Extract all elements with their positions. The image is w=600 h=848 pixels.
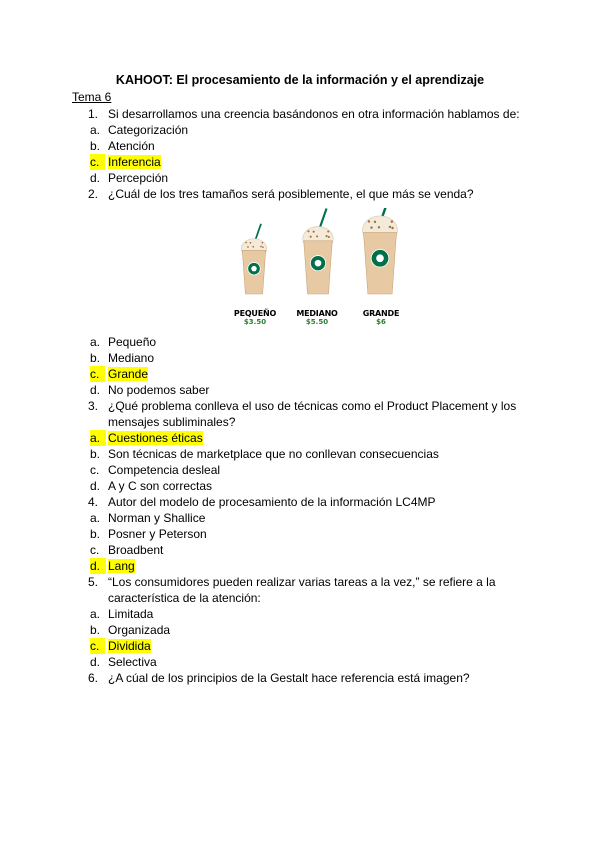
answer-option <box>72 462 532 478</box>
question-list <box>72 106 532 686</box>
answer-option <box>72 382 532 398</box>
option-letter: a. <box>90 123 101 137</box>
cup-size-name: GRANDE <box>362 309 400 318</box>
option-letter: a. <box>90 511 101 525</box>
option-letter: c. <box>90 543 100 557</box>
cup-size-price: $5.50 <box>305 318 329 326</box>
question-number: 4. <box>88 495 99 509</box>
option-text: Pequeño <box>108 335 157 349</box>
cup-size-name: MEDIANO <box>296 309 338 318</box>
option-text: Percepción <box>108 171 169 185</box>
option-letter: d. <box>90 655 101 669</box>
option-text: Posner y Peterson <box>108 527 207 541</box>
option-letter: d. <box>90 479 101 493</box>
option-letter: b. <box>90 139 101 153</box>
option-letter: d. <box>90 171 101 185</box>
answer-option <box>72 446 532 462</box>
frappuccino-cup-icon <box>303 209 334 295</box>
option-letter: c. <box>90 366 105 382</box>
option-letter: c. <box>90 463 100 477</box>
option-letter: b. <box>90 447 101 461</box>
cup-size-label <box>356 309 406 326</box>
answer-option <box>72 638 532 654</box>
option-letter: a. <box>90 607 101 621</box>
question-number: 2. <box>88 187 99 201</box>
option-text: Broadbent <box>108 543 164 557</box>
cup-size-label <box>230 309 280 326</box>
cup-size-name: PEQUEÑO <box>233 309 277 318</box>
frappuccino-cup-icon <box>241 224 266 294</box>
option-text: A y C son correctas <box>108 479 213 493</box>
question-text: “Los consumidores pueden realizar varias tareas a la vez,” se refiere a la característica de la atención: <box>108 575 496 605</box>
option-text: Mediano <box>108 351 155 365</box>
answer-option <box>72 558 532 574</box>
option-text: Son técnicas de marketplace que no conllevan consecuencias <box>108 447 439 461</box>
question-1 <box>72 106 532 122</box>
option-letter: a. <box>90 335 101 349</box>
answer-option <box>72 170 532 186</box>
option-text: Competencia desleal <box>108 463 221 477</box>
question-text: ¿Cuál de los tres tamaños será posiblemente, el que más se venda? <box>108 187 474 201</box>
option-letter: a. <box>90 430 106 446</box>
question-text: ¿A cúal de los principios de la Gestalt hace referencia está imagen? <box>108 671 470 685</box>
answer-option <box>72 366 532 382</box>
question-4 <box>72 494 532 510</box>
answer-option <box>72 478 532 494</box>
section-heading: Tema 6 <box>72 90 112 104</box>
option-letter: c. <box>90 154 105 170</box>
option-text: Grande <box>108 367 149 381</box>
answer-option <box>72 526 532 542</box>
starbucks-sizes-image <box>222 208 402 326</box>
option-text: Norman y Shallice <box>108 511 206 525</box>
option-text: Categorización <box>108 123 189 137</box>
option-letter: b. <box>90 527 101 541</box>
question-number: 6. <box>88 671 99 685</box>
question-number: 5. <box>88 575 99 589</box>
option-text: Limitada <box>108 607 154 621</box>
answer-option <box>72 606 532 622</box>
answer-option <box>72 350 532 366</box>
question-text: Autor del modelo de procesamiento de la información LC4MP <box>108 495 436 509</box>
question-number: 3. <box>88 399 99 413</box>
option-text: No podemos saber <box>108 383 210 397</box>
option-letter: b. <box>90 351 101 365</box>
question-3 <box>72 398 532 430</box>
option-text: Inferencia <box>108 155 161 169</box>
question-2 <box>72 186 532 202</box>
option-letter: d. <box>90 383 101 397</box>
answer-option <box>72 138 532 154</box>
answer-option <box>72 334 532 350</box>
question-text: Si desarrollamos una creencia basándonos en otra información hablamos de: <box>108 107 520 121</box>
answer-option <box>72 654 532 670</box>
option-text: Dividida <box>108 639 151 653</box>
option-text: Cuestiones éticas <box>108 431 203 445</box>
cup-size-price: $6 <box>376 318 386 326</box>
document-title: KAHOOT: El procesamiento de la información y el aprendizaje <box>115 73 485 87</box>
answer-option <box>72 430 532 446</box>
option-text: Atención <box>108 139 155 153</box>
question-6 <box>72 670 532 686</box>
option-letter: b. <box>90 623 101 637</box>
answer-option <box>72 154 532 170</box>
option-text: Organizada <box>108 623 171 637</box>
answer-option <box>72 510 532 526</box>
question-text: ¿Qué problema conlleva el uso de técnicas como el Product Placement y los mensajes subliminales? <box>108 399 517 429</box>
option-letter: d. <box>90 558 106 574</box>
question-number: 1. <box>88 107 99 121</box>
answer-option <box>72 542 532 558</box>
cups-illustration <box>222 208 402 298</box>
option-text: Lang <box>108 559 135 573</box>
frappuccino-cup-icon <box>363 208 398 294</box>
option-letter: c. <box>90 638 105 654</box>
option-text: Selectiva <box>108 655 157 669</box>
question-5 <box>72 574 532 606</box>
cup-size-label <box>292 309 342 326</box>
answer-option <box>72 122 532 138</box>
cup-size-price: $3.50 <box>243 318 267 326</box>
answer-option <box>72 622 532 638</box>
